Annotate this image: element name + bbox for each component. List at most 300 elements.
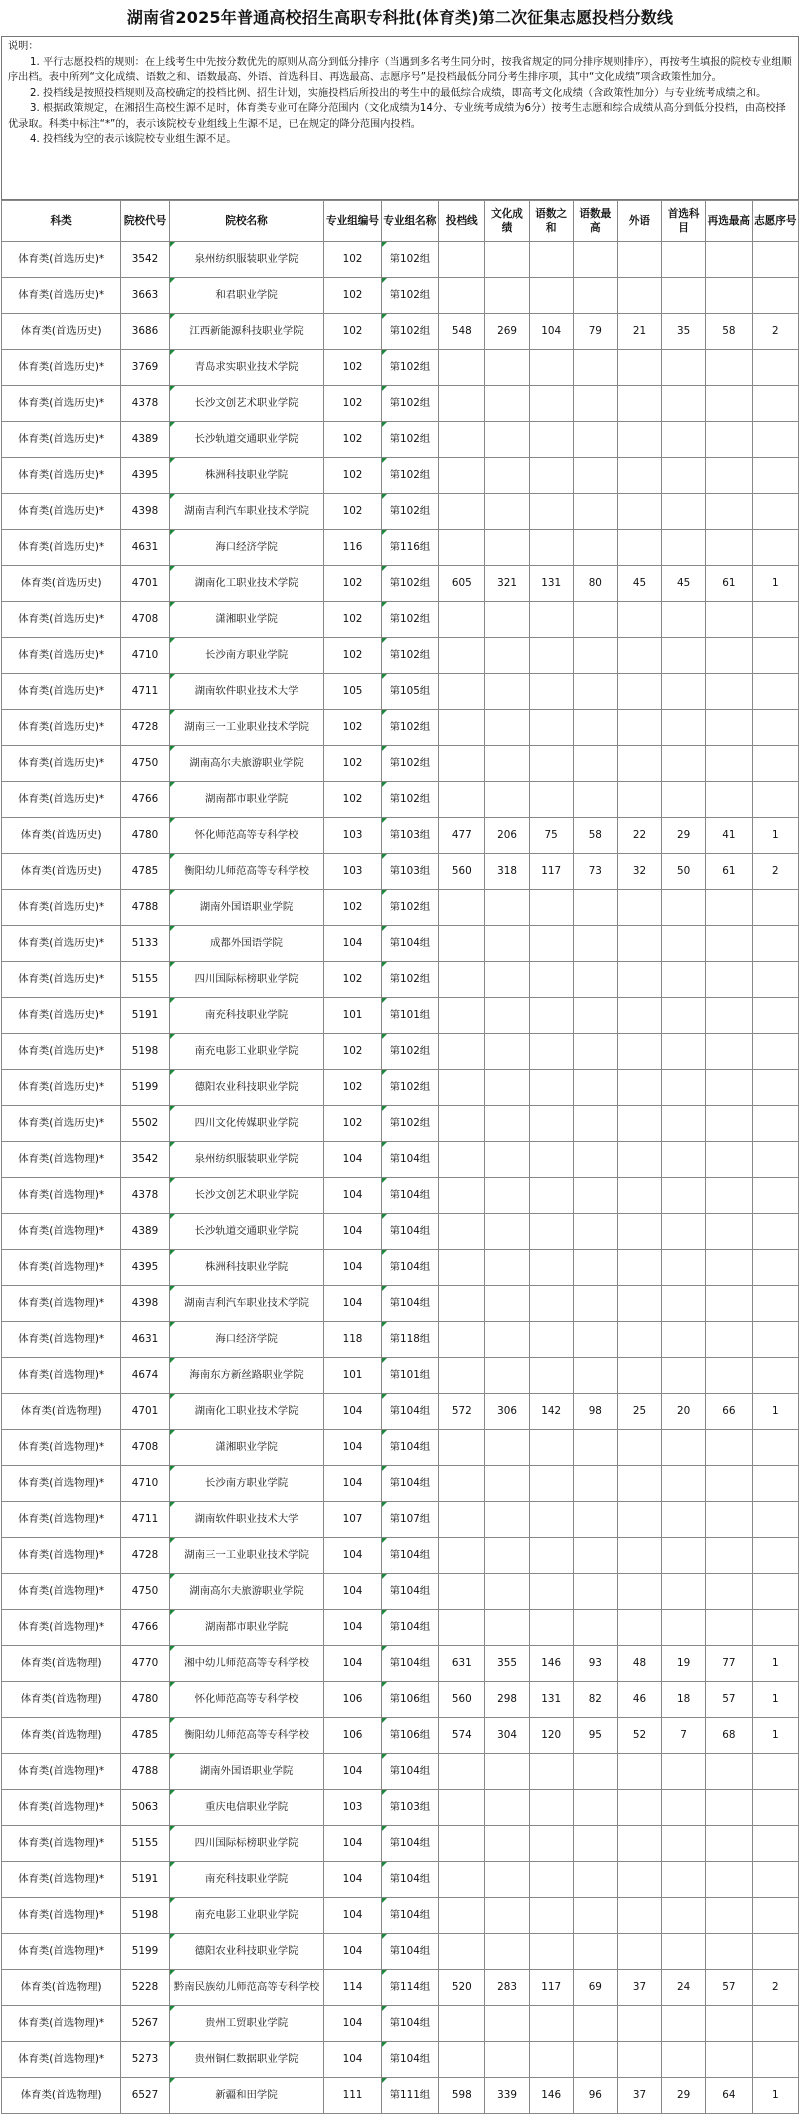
table-cell: 第104组: [381, 1934, 438, 1970]
table-cell: [617, 1034, 661, 1070]
table-row: [2, 854, 799, 890]
table-cell: 58: [706, 314, 752, 350]
table-cell: [529, 1826, 573, 1862]
table-cell: 1: [752, 1394, 798, 1430]
table-cell: 1: [752, 1682, 798, 1718]
table-cell: 重庆电信职业学院: [169, 1790, 324, 1826]
table-cell: [617, 1070, 661, 1106]
table-cell: 5198: [121, 1898, 170, 1934]
table-cell: 4701: [121, 566, 170, 602]
table-cell: [662, 1322, 706, 1358]
table-cell: 102: [324, 242, 381, 278]
table-cell: [485, 638, 529, 674]
table-cell: [529, 1790, 573, 1826]
table-cell: [439, 1826, 485, 1862]
table-cell: 5199: [121, 1070, 170, 1106]
table-cell: [485, 242, 529, 278]
table-cell: 37: [617, 2078, 661, 2114]
table-cell: 146: [529, 1646, 573, 1682]
table-cell: [752, 1142, 798, 1178]
table-cell: [617, 1862, 661, 1898]
table-cell: 第104组: [381, 1574, 438, 1610]
table-cell: 体育类(首选物理)*: [2, 1934, 121, 1970]
table-cell: 1: [752, 1646, 798, 1682]
table-cell: [752, 422, 798, 458]
table-cell: 湘中幼儿师范高等专科学校: [169, 1646, 324, 1682]
table-cell: 102: [324, 710, 381, 746]
table-cell: [617, 1538, 661, 1574]
table-cell: [662, 962, 706, 998]
table-cell: 206: [485, 818, 529, 854]
table-cell: [706, 1898, 752, 1934]
table-cell: [573, 2006, 617, 2042]
table-cell: 第105组: [381, 674, 438, 710]
table-cell: 第104组: [381, 926, 438, 962]
table-cell: 79: [573, 314, 617, 350]
table-cell: [485, 1106, 529, 1142]
table-cell: 第104组: [381, 1178, 438, 1214]
table-cell: [706, 1862, 752, 1898]
table-cell: [439, 1430, 485, 1466]
table-cell: 第104组: [381, 1610, 438, 1646]
table-cell: 5198: [121, 1034, 170, 1070]
table-cell: [752, 1034, 798, 1070]
table-cell: [662, 746, 706, 782]
table-cell: [529, 1934, 573, 1970]
table-cell: 江西新能源科技职业学院: [169, 314, 324, 350]
table-cell: [617, 494, 661, 530]
table-cell: [485, 926, 529, 962]
table-cell: 体育类(首选物理)*: [2, 1322, 121, 1358]
table-cell: [752, 1286, 798, 1322]
table-cell: 598: [439, 2078, 485, 2114]
table-cell: 102: [324, 278, 381, 314]
table-cell: [439, 1178, 485, 1214]
table-cell: 104: [324, 1178, 381, 1214]
table-cell: 体育类(首选物理): [2, 1394, 121, 1430]
table-cell: [485, 2042, 529, 2078]
table-cell: 57: [706, 1682, 752, 1718]
table-cell: [485, 1034, 529, 1070]
table-cell: 和君职业学院: [169, 278, 324, 314]
table-cell: [529, 458, 573, 494]
table-cell: 长沙南方职业学院: [169, 1466, 324, 1502]
table-cell: [662, 1934, 706, 1970]
table-cell: [485, 1214, 529, 1250]
table-cell: [617, 1574, 661, 1610]
table-row: [2, 1502, 799, 1538]
table-cell: [573, 962, 617, 998]
table-cell: 4750: [121, 746, 170, 782]
table-cell: [529, 494, 573, 530]
table-cell: [573, 1286, 617, 1322]
table-cell: [617, 278, 661, 314]
table-cell: 体育类(首选物理)*: [2, 1538, 121, 1574]
table-cell: [439, 998, 485, 1034]
table-cell: [752, 1502, 798, 1538]
table-cell: [617, 998, 661, 1034]
table-cell: [752, 1790, 798, 1826]
table-cell: 体育类(首选物理)*: [2, 1574, 121, 1610]
table-cell: [439, 242, 485, 278]
table-cell: [573, 1214, 617, 1250]
table-cell: 58: [573, 818, 617, 854]
table-cell: 潇湘职业学院: [169, 1430, 324, 1466]
table-cell: [573, 1790, 617, 1826]
table-cell: 4389: [121, 422, 170, 458]
table-cell: 体育类(首选历史)*: [2, 746, 121, 782]
table-cell: [439, 1754, 485, 1790]
table-cell: [706, 746, 752, 782]
table-cell: 体育类(首选物理)*: [2, 2006, 121, 2042]
table-row: [2, 2006, 799, 2042]
table-cell: 体育类(首选物理)*: [2, 1430, 121, 1466]
table-cell: [617, 386, 661, 422]
table-cell: 20: [662, 1394, 706, 1430]
table-row: [2, 998, 799, 1034]
column-header: 投档线: [439, 201, 485, 242]
table-cell: [617, 530, 661, 566]
table-cell: 体育类(首选历史)*: [2, 710, 121, 746]
table-cell: 第104组: [381, 1466, 438, 1502]
table-cell: [573, 530, 617, 566]
table-cell: 269: [485, 314, 529, 350]
table-cell: 湖南高尔夫旅游职业学院: [169, 1574, 324, 1610]
table-cell: 第104组: [381, 1214, 438, 1250]
table-cell: 22: [617, 818, 661, 854]
table-cell: [752, 1322, 798, 1358]
table-body: [2, 242, 799, 2114]
table-cell: 第102组: [381, 746, 438, 782]
table-row: [2, 278, 799, 314]
table-cell: 4378: [121, 1178, 170, 1214]
table-cell: 体育类(首选物理)*: [2, 1790, 121, 1826]
table-cell: [617, 242, 661, 278]
table-row: [2, 1574, 799, 1610]
table-cell: 102: [324, 350, 381, 386]
table-cell: 32: [617, 854, 661, 890]
table-row: [2, 530, 799, 566]
table-cell: 105: [324, 674, 381, 710]
table-cell: 120: [529, 1718, 573, 1754]
table-cell: [439, 422, 485, 458]
table-cell: [617, 602, 661, 638]
table-row: [2, 350, 799, 386]
table-row: [2, 1790, 799, 1826]
table-cell: 体育类(首选物理): [2, 2078, 121, 2114]
table-row: [2, 1214, 799, 1250]
table-cell: [617, 1286, 661, 1322]
table-cell: [662, 710, 706, 746]
table-cell: 29: [662, 818, 706, 854]
table-row: [2, 314, 799, 350]
notes-heading: 说明：: [8, 41, 39, 52]
table-cell: 3686: [121, 314, 170, 350]
table-cell: 104: [324, 1250, 381, 1286]
table-cell: [617, 1322, 661, 1358]
table-cell: 102: [324, 314, 381, 350]
table-header-row: [2, 201, 799, 242]
table-cell: [439, 602, 485, 638]
table-cell: [529, 278, 573, 314]
table-cell: [662, 1358, 706, 1394]
column-header: 文化成绩: [485, 201, 529, 242]
table-cell: 560: [439, 854, 485, 890]
table-cell: 衡阳幼儿师范高等专科学校: [169, 1718, 324, 1754]
table-cell: 104: [324, 1430, 381, 1466]
table-cell: 体育类(首选物理)*: [2, 2042, 121, 2078]
table-cell: [752, 458, 798, 494]
table-cell: [439, 2042, 485, 2078]
table-cell: [485, 890, 529, 926]
table-cell: 103: [324, 818, 381, 854]
table-cell: [573, 1466, 617, 1502]
table-cell: 5228: [121, 1970, 170, 2006]
table-cell: 64: [706, 2078, 752, 2114]
table-cell: 101: [324, 1358, 381, 1394]
table-row: [2, 1718, 799, 1754]
table-cell: [752, 530, 798, 566]
table-cell: [617, 1826, 661, 1862]
table-cell: 体育类(首选物理)*: [2, 1862, 121, 1898]
table-cell: [485, 710, 529, 746]
table-cell: [439, 2006, 485, 2042]
table-cell: 湖南三一工业职业技术学院: [169, 710, 324, 746]
table-cell: [752, 962, 798, 998]
table-cell: 4711: [121, 674, 170, 710]
table-cell: [485, 782, 529, 818]
table-cell: [573, 386, 617, 422]
table-cell: 体育类(首选物理)*: [2, 1466, 121, 1502]
table-cell: [573, 1322, 617, 1358]
table-cell: [529, 746, 573, 782]
table-cell: 体育类(首选历史)*: [2, 350, 121, 386]
table-cell: 5063: [121, 1790, 170, 1826]
table-row: [2, 1178, 799, 1214]
table-cell: [529, 1574, 573, 1610]
table-cell: 第104组: [381, 2042, 438, 2078]
table-cell: [529, 530, 573, 566]
table-cell: [752, 998, 798, 1034]
table-row: [2, 1394, 799, 1430]
table-cell: 104: [324, 1574, 381, 1610]
table-cell: 第101组: [381, 1358, 438, 1394]
table-cell: 477: [439, 818, 485, 854]
table-cell: [529, 962, 573, 998]
table-cell: 第106组: [381, 1682, 438, 1718]
table-cell: 142: [529, 1394, 573, 1430]
table-cell: [573, 1826, 617, 1862]
table-cell: [706, 1538, 752, 1574]
table-cell: [439, 530, 485, 566]
table-cell: [617, 1358, 661, 1394]
table-cell: [706, 2006, 752, 2042]
table-row: [2, 1142, 799, 1178]
table-cell: [485, 1358, 529, 1394]
table-cell: [439, 746, 485, 782]
table-cell: 104: [324, 1286, 381, 1322]
table-cell: 长沙轨道交通职业学院: [169, 422, 324, 458]
table-cell: 第104组: [381, 1142, 438, 1178]
table-cell: [529, 1142, 573, 1178]
table-row: [2, 458, 799, 494]
table-cell: 117: [529, 1970, 573, 2006]
table-cell: 131: [529, 1682, 573, 1718]
table-cell: [529, 2006, 573, 2042]
table-cell: 南充科技职业学院: [169, 998, 324, 1034]
table-cell: [617, 458, 661, 494]
table-row: [2, 2042, 799, 2078]
table-cell: 4631: [121, 1322, 170, 1358]
table-cell: [752, 1538, 798, 1574]
table-cell: 湖南高尔夫旅游职业学院: [169, 746, 324, 782]
table-cell: [485, 1898, 529, 1934]
note-item: 3. 根据政策规定，在湘招生高校生源不足时，体育类专业可在降分范围内（文化成绩为14分、专业统考成绩为6分）按考生志愿和综合成绩从高分到低分投档，由高校择优录取。科类中标注“*”的，表示该院校专业组线上生源不足，已在规定的降分范围内投档。: [8, 103, 786, 130]
table-cell: [439, 494, 485, 530]
table-cell: 4395: [121, 1250, 170, 1286]
note-item: 1. 平行志愿投档的规则：在上线考生中先按分数优先的原则从高分到低分排序（当遇到多名考生同分时，按我省规定的同分排序规则排序），再按考生填报的院校专业组顺序出档。表中所列“文化成绩、语数之和、语数最高、外语、首选科目、再选最高、志愿序号”是投档最低分同分考生排序项，其中“文化成绩”项含政策性加分。: [8, 56, 792, 83]
table-cell: [662, 350, 706, 386]
table-cell: [706, 1142, 752, 1178]
table-cell: [662, 1142, 706, 1178]
table-cell: 605: [439, 566, 485, 602]
table-cell: 株洲科技职业学院: [169, 1250, 324, 1286]
table-cell: 体育类(首选历史): [2, 566, 121, 602]
table-cell: [662, 1898, 706, 1934]
table-cell: 61: [706, 854, 752, 890]
column-header: 科类: [2, 201, 121, 242]
table-cell: [529, 710, 573, 746]
table-cell: [706, 674, 752, 710]
table-cell: [752, 746, 798, 782]
table-cell: 体育类(首选物理)*: [2, 1178, 121, 1214]
table-cell: [617, 2042, 661, 2078]
table-cell: [529, 674, 573, 710]
table-cell: [485, 1142, 529, 1178]
table-cell: [439, 1358, 485, 1394]
table-cell: 45: [662, 566, 706, 602]
table-cell: 5267: [121, 2006, 170, 2042]
table-cell: [439, 1862, 485, 1898]
table-cell: [529, 242, 573, 278]
table-cell: 4395: [121, 458, 170, 494]
table-cell: [706, 890, 752, 926]
table-row: [2, 1754, 799, 1790]
table-cell: [529, 350, 573, 386]
table-cell: 体育类(首选物理)*: [2, 1358, 121, 1394]
table-cell: [529, 1754, 573, 1790]
table-cell: 体育类(首选物理): [2, 1682, 121, 1718]
table-cell: [617, 926, 661, 962]
table-cell: 104: [324, 1538, 381, 1574]
table-cell: [439, 1214, 485, 1250]
table-cell: 4770: [121, 1646, 170, 1682]
table-cell: [617, 1934, 661, 1970]
table-cell: 6527: [121, 2078, 170, 2114]
table-cell: 株洲科技职业学院: [169, 458, 324, 494]
table-cell: 体育类(首选历史)*: [2, 890, 121, 926]
table-cell: 3542: [121, 242, 170, 278]
table-cell: 体育类(首选历史)*: [2, 530, 121, 566]
table-cell: [617, 890, 661, 926]
table-cell: [485, 278, 529, 314]
table-cell: [485, 494, 529, 530]
table-cell: [662, 1286, 706, 1322]
table-cell: [662, 1610, 706, 1646]
table-cell: [752, 1358, 798, 1394]
table-cell: [752, 1466, 798, 1502]
table-row: [2, 242, 799, 278]
table-cell: 体育类(首选历史)*: [2, 386, 121, 422]
table-cell: 4766: [121, 782, 170, 818]
table-cell: 第102组: [381, 1034, 438, 1070]
table-cell: 第102组: [381, 494, 438, 530]
table-cell: [662, 1790, 706, 1826]
table-cell: 第102组: [381, 890, 438, 926]
table-cell: 102: [324, 386, 381, 422]
table-cell: 339: [485, 2078, 529, 2114]
table-cell: [573, 1898, 617, 1934]
table-cell: [706, 782, 752, 818]
table-cell: 新疆和田学院: [169, 2078, 324, 2114]
table-cell: 海口经济学院: [169, 1322, 324, 1358]
table-cell: [706, 1286, 752, 1322]
table-cell: 80: [573, 566, 617, 602]
table-cell: 18: [662, 1682, 706, 1718]
table-cell: 南充电影工业职业学院: [169, 1034, 324, 1070]
table-cell: [706, 1070, 752, 1106]
table-cell: [752, 1250, 798, 1286]
table-cell: 318: [485, 854, 529, 890]
table-cell: 第102组: [381, 638, 438, 674]
table-cell: 106: [324, 1718, 381, 1754]
table-cell: [752, 350, 798, 386]
table-cell: 102: [324, 782, 381, 818]
table-cell: 2: [752, 1970, 798, 2006]
table-cell: 41: [706, 818, 752, 854]
table-cell: [662, 1826, 706, 1862]
table-cell: 95: [573, 1718, 617, 1754]
table-cell: [573, 1070, 617, 1106]
table-cell: 37: [617, 1970, 661, 2006]
table-cell: [617, 674, 661, 710]
table-cell: 4389: [121, 1214, 170, 1250]
table-cell: [706, 494, 752, 530]
table-cell: [617, 1466, 661, 1502]
table-cell: [617, 782, 661, 818]
table-cell: 68: [706, 1718, 752, 1754]
table-cell: 3542: [121, 1142, 170, 1178]
table-cell: [439, 962, 485, 998]
column-header: 院校代号: [121, 201, 170, 242]
table-cell: [439, 350, 485, 386]
table-cell: [529, 1178, 573, 1214]
table-cell: [439, 1250, 485, 1286]
table-cell: [529, 1538, 573, 1574]
table-cell: [439, 1322, 485, 1358]
table-cell: 104: [324, 1466, 381, 1502]
table-cell: [573, 1934, 617, 1970]
table-cell: 61: [706, 566, 752, 602]
table-cell: [485, 1322, 529, 1358]
table-cell: [485, 2006, 529, 2042]
table-cell: [617, 1106, 661, 1142]
table-row: [2, 1934, 799, 1970]
table-cell: 5191: [121, 998, 170, 1034]
table-cell: [485, 1862, 529, 1898]
table-cell: [752, 1430, 798, 1466]
table-cell: [485, 1286, 529, 1322]
